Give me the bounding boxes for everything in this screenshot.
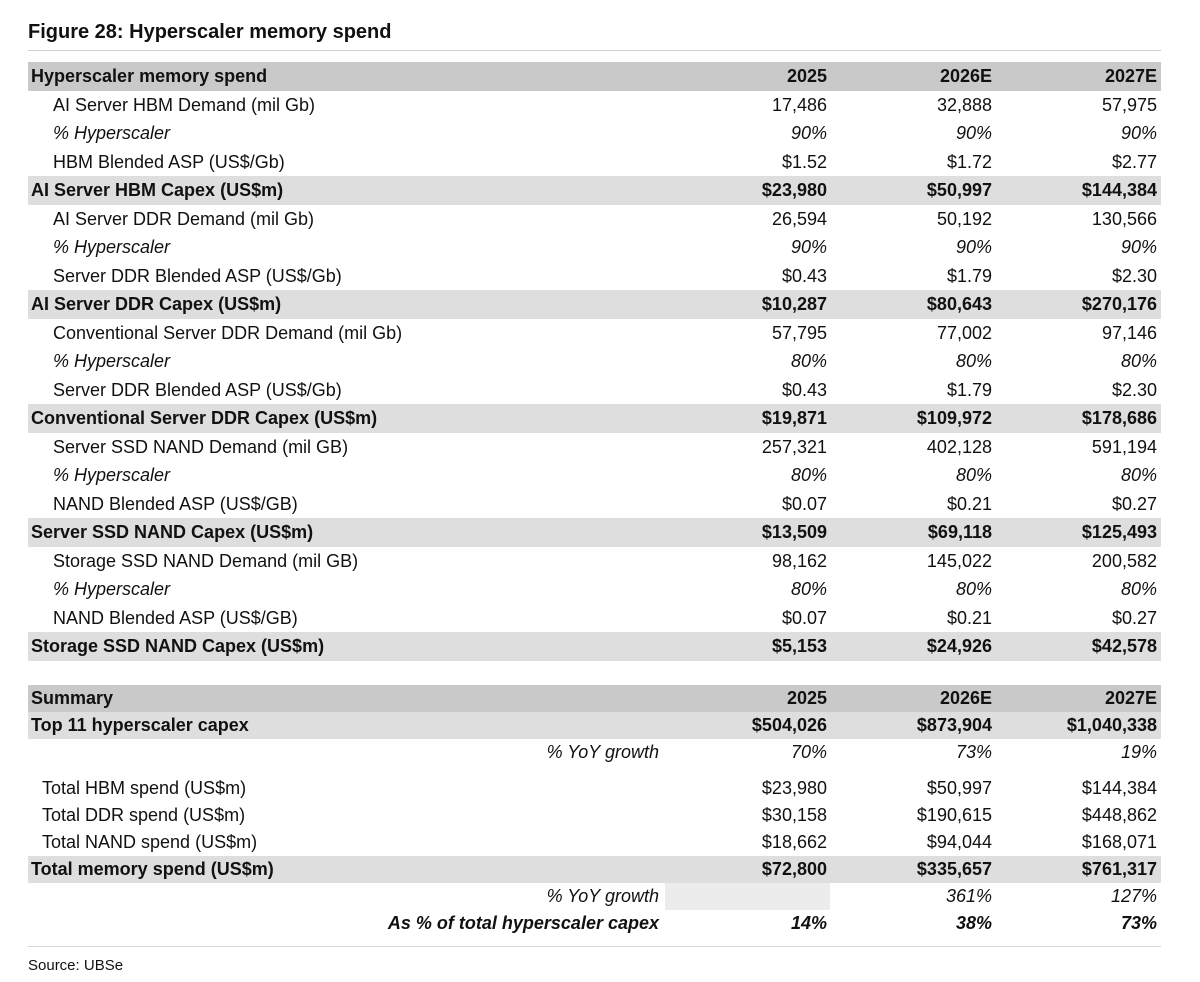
row-label: AI Server HBM Demand (mil Gb): [53, 94, 316, 115]
cell-2025: $0.43: [781, 379, 827, 400]
ddr-spend-row: [28, 802, 1161, 829]
cell-2027e: $270,176: [1081, 294, 1157, 314]
cell-2026e: 90%: [955, 237, 992, 257]
row-label: Server DDR Blended ASP (US$/Gb): [53, 265, 342, 286]
cell-2027e: 80%: [1120, 351, 1157, 371]
cell-2027e: 90%: [1120, 237, 1157, 257]
cell-2026e: $0.21: [946, 493, 992, 514]
cell-2025: $0.07: [781, 493, 827, 514]
cell-2025: 70%: [790, 742, 827, 762]
capex-row: [28, 712, 1161, 739]
cell-2027e: 97,146: [1101, 322, 1157, 343]
cell-2027e: 80%: [1120, 465, 1157, 485]
row-label: As % of total hyperscaler capex: [387, 913, 659, 933]
cell-2027e: $1,040,338: [1066, 715, 1157, 735]
cell-2027e: 73%: [1120, 913, 1157, 933]
cell-2025: 14%: [790, 913, 827, 933]
cell-2027e: $168,071: [1081, 832, 1157, 852]
cell-2027e: $42,578: [1091, 636, 1157, 656]
table-row: [28, 233, 1161, 262]
cell-2027e: $2.30: [1111, 379, 1157, 400]
table-row: [28, 547, 1161, 576]
header-label: Hyperscaler memory spend: [31, 66, 268, 86]
cell-2027e: $2.77: [1111, 151, 1157, 172]
cell-2027e: 19%: [1120, 742, 1157, 762]
cell-2025: 80%: [790, 351, 827, 371]
table-row: [28, 262, 1161, 291]
cell-2027e: $2.30: [1111, 265, 1157, 286]
cell-2026e: 32,888: [936, 94, 992, 115]
header-year-2026e: 2026E: [939, 688, 992, 708]
empty-shaded-cell: [665, 883, 830, 910]
cell-2026e: $94,044: [926, 832, 992, 852]
table-row: [28, 205, 1161, 234]
cell-2025: $19,871: [761, 408, 827, 428]
row-label: % Hyperscaler: [53, 351, 171, 371]
subtotal-row: [28, 176, 1161, 205]
table-row: [28, 575, 1161, 604]
cell-2025: 17,486: [771, 94, 827, 115]
cell-2026e: $80,643: [926, 294, 992, 314]
cell-2026e: $873,904: [916, 715, 992, 735]
table-row: [28, 604, 1161, 633]
title-divider: [28, 50, 1161, 51]
row-label: Total DDR spend (US$m): [42, 805, 246, 825]
row-label: % Hyperscaler: [53, 123, 171, 143]
cell-2026e: $69,118: [927, 522, 992, 542]
cell-2026e: 80%: [955, 465, 992, 485]
row-label: % Hyperscaler: [53, 579, 171, 599]
row-label: AI Server DDR Capex (US$m): [31, 294, 282, 314]
row-label: NAND Blended ASP (US$/GB): [53, 493, 298, 514]
cell-2027e: 127%: [1110, 886, 1157, 906]
cell-2025: 26,594: [771, 208, 827, 229]
table-row: [28, 119, 1161, 148]
table-header-row: [28, 62, 1161, 91]
cell-2027e: $125,493: [1081, 522, 1157, 542]
cell-2026e: 38%: [955, 913, 992, 933]
row-label: Server SSD NAND Demand (mil GB): [53, 436, 349, 457]
source-note: Source: UBSe: [28, 957, 124, 974]
cell-2025: 80%: [790, 579, 827, 599]
cell-2025: $0.07: [781, 607, 827, 628]
subtotal-row: [28, 404, 1161, 433]
cell-2027e: $448,862: [1081, 805, 1157, 825]
cell-2026e: $0.21: [946, 607, 992, 628]
cell-2025: $30,158: [761, 805, 827, 825]
cell-2026e: $1.79: [946, 265, 992, 286]
subtotal-row: [28, 518, 1161, 547]
cell-2027e: 130,566: [1091, 208, 1157, 229]
cell-2026e: 77,002: [936, 322, 992, 343]
row-label: % Hyperscaler: [53, 237, 171, 257]
cell-2026e: 50,192: [936, 208, 992, 229]
summary-header-row: [28, 685, 1161, 712]
table-row: [28, 319, 1161, 348]
cell-2025: $0.43: [781, 265, 827, 286]
header-year-2025: 2025: [786, 688, 827, 708]
table-row: [28, 148, 1161, 177]
row-label: Conventional Server DDR Capex (US$m): [31, 408, 378, 428]
cell-2025: $23,980: [761, 180, 827, 200]
cell-2027e: $144,384: [1081, 778, 1157, 798]
cell-2026e: $1.72: [946, 151, 992, 172]
cell-2026e: $335,657: [916, 859, 992, 879]
row-label: AI Server DDR Demand (mil Gb): [53, 208, 315, 229]
cell-2026e: 80%: [955, 579, 992, 599]
row-label: Top 11 hyperscaler capex: [31, 715, 249, 735]
cell-2026e: 73%: [955, 742, 992, 762]
row-label: Server SSD NAND Capex (US$m): [31, 522, 314, 542]
row-label: HBM Blended ASP (US$/Gb): [53, 151, 285, 172]
table-row: [28, 376, 1161, 405]
row-label: NAND Blended ASP (US$/GB): [53, 607, 298, 628]
cell-2026e: $190,615: [916, 805, 992, 825]
cell-2026e: $109,972: [916, 408, 992, 428]
table-row: [28, 433, 1161, 462]
row-label: Storage SSD NAND Capex (US$m): [31, 636, 325, 656]
summary-table: [28, 685, 1161, 937]
cell-2025: $13,509: [761, 522, 827, 542]
cell-2025: $504,026: [751, 715, 827, 735]
table-row: [28, 347, 1161, 376]
row-label: Server DDR Blended ASP (US$/Gb): [53, 379, 342, 400]
cell-2026e: 145,022: [926, 550, 992, 571]
summary-header-label: Summary: [31, 688, 114, 708]
cell-2025: $5,153: [771, 636, 827, 656]
capex-yoy-row: [28, 739, 1161, 766]
cell-2027e: 200,582: [1091, 550, 1157, 571]
cell-2027e: 591,194: [1091, 436, 1157, 457]
cell-2027e: $761,317: [1081, 859, 1157, 879]
header-year-2026e: 2026E: [939, 66, 992, 86]
cell-2027e: $178,686: [1081, 408, 1157, 428]
cell-2027e: 57,975: [1101, 94, 1157, 115]
row-label: Conventional Server DDR Demand (mil Gb): [53, 322, 403, 343]
cell-2025: 80%: [790, 465, 827, 485]
cell-2027e: $0.27: [1111, 493, 1157, 514]
total-yoy-row: [28, 883, 1161, 910]
cell-2027e: $144,384: [1081, 180, 1157, 200]
header-year-2027e: 2027E: [1104, 66, 1157, 86]
row-label: Total NAND spend (US$m): [42, 832, 258, 852]
cell-2027e: 90%: [1120, 123, 1157, 143]
header-year-2025: 2025: [786, 66, 827, 86]
cell-2025: 98,162: [771, 550, 827, 571]
subtotal-row: [28, 290, 1161, 319]
table-row: [28, 91, 1161, 120]
table-row: [28, 461, 1161, 490]
cell-2025: 257,321: [761, 436, 827, 457]
row-label: Total memory spend (US$m): [31, 859, 274, 879]
row-label: % YoY growth: [546, 886, 659, 906]
cell-2025: $72,800: [761, 859, 827, 879]
cell-2025: $1.52: [781, 151, 827, 172]
cell-2025: 90%: [790, 237, 827, 257]
table-row: [28, 490, 1161, 519]
cell-2025: 90%: [790, 123, 827, 143]
cell-2026e: 80%: [955, 351, 992, 371]
cell-2027e: $0.27: [1111, 607, 1157, 628]
cell-2026e: $24,926: [926, 636, 992, 656]
total-memory-row: [28, 856, 1161, 883]
row-label: Total HBM spend (US$m): [42, 778, 247, 798]
cell-2025: 57,795: [771, 322, 827, 343]
cell-2026e: 361%: [945, 886, 992, 906]
cell-2026e: 90%: [955, 123, 992, 143]
figure-title: Figure 28: Hyperscaler memory spend: [28, 21, 392, 43]
header-year-2027e: 2027E: [1104, 688, 1157, 708]
memory-spend-table: [28, 62, 1161, 661]
cell-2026e: $50,997: [926, 778, 992, 798]
pct-of-capex-row: [28, 910, 1161, 937]
nand-spend-row: [28, 829, 1161, 856]
row-label: % YoY growth: [546, 742, 659, 762]
row-label: % Hyperscaler: [53, 465, 171, 485]
row-spacer: [28, 766, 1161, 775]
subtotal-row: [28, 632, 1161, 661]
cell-2027e: 80%: [1120, 579, 1157, 599]
footer-divider: [28, 946, 1161, 947]
cell-2025: $10,287: [761, 294, 827, 314]
cell-2026e: 402,128: [926, 436, 992, 457]
cell-2026e: $50,997: [926, 180, 992, 200]
cell-2025: $23,980: [761, 778, 827, 798]
row-label: Storage SSD NAND Demand (mil GB): [53, 550, 359, 571]
hbm-spend-row: [28, 775, 1161, 802]
row-label: AI Server HBM Capex (US$m): [31, 180, 284, 200]
cell-2025: $18,662: [761, 832, 827, 852]
cell-2026e: $1.79: [946, 379, 992, 400]
